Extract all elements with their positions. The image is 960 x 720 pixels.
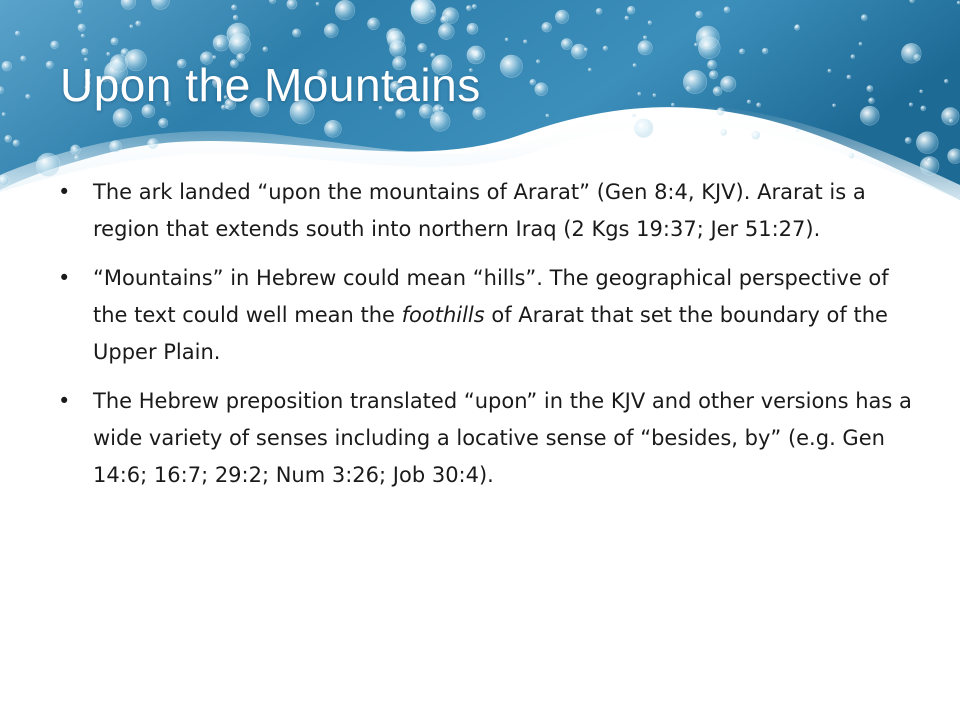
bubble [632,113,636,117]
bubble [905,137,911,143]
bullet-dot-icon: • [58,180,71,204]
bubble [696,11,703,18]
bubble [316,2,319,5]
bubble [107,52,110,55]
bubble [411,0,435,21]
bubble [634,119,653,138]
bubble [418,43,427,52]
bubble [110,141,122,153]
bubble [26,94,30,98]
bubble [916,132,938,154]
bubble [828,69,831,72]
bubble [561,39,572,50]
bullet-dot-icon: • [58,266,71,290]
bullet-item [58,260,918,371]
bubble [910,0,915,3]
bubble [920,90,923,93]
bubble [721,76,736,91]
bubble [2,113,5,116]
bullet-item [58,174,918,248]
bubble [81,34,84,37]
bullet-text: “Mountains” in Hebrew could mean “hills”. The geographical perspective of the text could well mean the [93,266,889,327]
bubble [217,41,223,47]
slide-title: Upon the Mountains [60,59,481,111]
bubble [46,61,53,68]
bubble [263,47,268,52]
bubble [542,22,552,32]
bubble [638,92,641,95]
bubble [643,36,646,39]
bubble [472,4,476,8]
bubble [633,64,636,67]
bubble [36,153,60,177]
bubble [751,131,760,140]
bubble [530,79,536,85]
bubble [0,175,9,186]
bubble [596,8,602,14]
bubble [441,16,448,23]
bullet-list [58,174,918,506]
bubble [849,153,855,159]
bubble [148,139,159,150]
bubble [949,119,952,122]
bullet-dot-icon: • [58,389,71,413]
bubble [2,61,12,71]
bubble [796,129,799,132]
bubble [707,60,716,69]
bullet-text: The Hebrew preposition translated “upon” in the KJV and other versions has a wide variety of senses including a locative sense of “besides, by” (e.g. Gen 14:6; 16:7; 29:2; Num 3:26; Job 30:4). [93,389,912,487]
bubble [757,103,761,107]
bubble [861,15,867,21]
bubble [713,87,722,96]
bubble [709,71,717,79]
bubble [794,25,799,30]
bubble [546,114,549,117]
bubble [627,6,635,14]
bubble [466,5,471,10]
bubble [78,24,85,31]
bubble [438,24,454,40]
bubble [653,94,656,97]
bubble [524,40,527,43]
bubble [71,145,81,155]
emphasized-word: foothills [401,303,485,327]
bubble [603,46,608,51]
bubble [467,23,478,34]
bubble [588,68,591,71]
bubble [21,56,26,61]
bubble [847,75,851,79]
bubble [833,104,836,107]
bubble [15,31,19,35]
bubble [638,41,652,55]
bubble [229,34,250,55]
bubble [625,16,629,20]
bubble [762,48,768,54]
bubble [431,53,435,57]
bubble [944,79,948,83]
bubble [78,10,82,14]
bubble [921,106,926,111]
bubble [136,21,141,26]
bubble [720,129,727,136]
bubble [859,42,862,45]
bubble [231,5,236,10]
bubble [851,55,855,59]
bubble [724,7,730,13]
bubble [51,41,59,49]
bubble [233,15,238,20]
bullet-text: The ark landed “upon the mountains of Ararat” (Gen 8:4, KJV). Ararat is a region that extends south into northern Iraq (2 Kgs 19:37; Jer 51:27). [93,180,866,241]
bubble [694,43,697,46]
bullet-text-end: of Ararat that set the boundary of the Upper Plain. [93,303,888,364]
bubble [430,112,450,132]
bubble [130,25,133,28]
bubble [671,103,674,106]
bubble [324,120,341,137]
bubble [901,43,921,63]
bubble [335,0,355,20]
bubble [368,18,380,30]
bubble [584,48,587,51]
bubble [948,149,960,164]
bubble [747,100,751,104]
bubble [909,103,912,106]
bubble [121,49,129,57]
bubble [535,83,548,96]
bubble [500,55,522,77]
bubble [82,48,88,54]
bubble [159,118,168,127]
bubble [13,140,19,146]
bubble [5,135,12,142]
bubble [292,29,300,37]
bubble [867,85,873,91]
bubble [928,158,932,162]
bubble [324,24,338,38]
bubble [74,0,83,8]
bubble [555,10,568,23]
bubble [739,49,744,54]
bubble [287,0,297,9]
bubble [698,37,720,59]
bubble [75,156,79,160]
bubble [869,98,875,104]
bubble [717,108,725,116]
bubble [536,60,539,63]
bubble [648,21,652,25]
bubble [683,70,706,93]
bubble [860,106,879,125]
bullet-item [58,383,918,494]
bubble [111,38,118,45]
bubble [571,44,586,59]
bubble [505,38,508,41]
bubble [390,41,406,57]
